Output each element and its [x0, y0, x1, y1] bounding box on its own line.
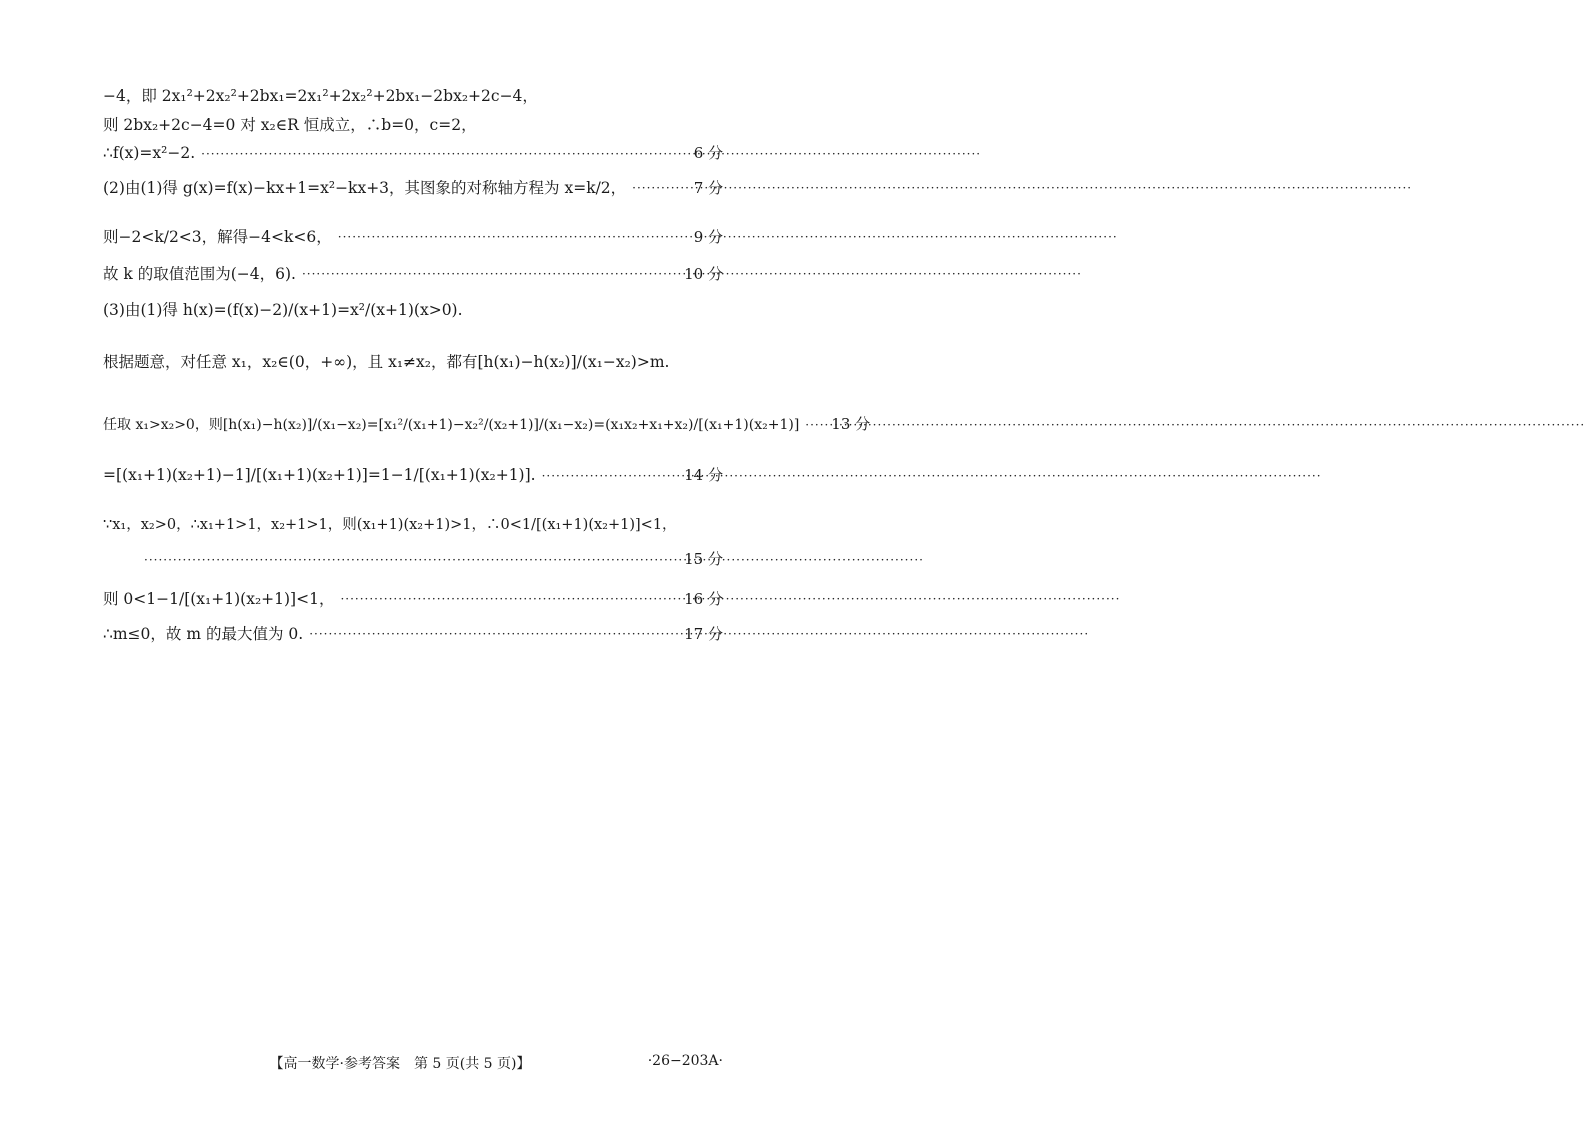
line-9 [103, 413, 871, 434]
line-6-text: 故 k 的取值范围为(−4，6). [103, 265, 296, 283]
line-11-text: ∵x₁，x₂>0，∴x₁+1>1，x₂+1>1，则(x₁+1)(x₂+1)>1，∴0<1/[(x₁+1)(x₂+1)]<1， [103, 517, 677, 533]
line-2-text: 则 2bx₂+2c−4=0 对 x₂∈R 恒成立，∴b=0，c=2， [103, 116, 477, 134]
leader-dots [805, 418, 825, 432]
leader-dots [632, 181, 688, 195]
line-3-text: ∴f(x)=x²−2. [103, 143, 196, 162]
score-13: 13 分 [831, 415, 871, 433]
line-8-text: 根据题意，对任意 x₁，x₂∈(0，+∞)，且 x₁≠x₂，都有[h(x₁)−h(x₂)]/(x₁−x₂)>m. [103, 353, 670, 371]
line-12 [138, 548, 723, 569]
score-17: 17 分 [684, 624, 723, 643]
page-footer [0, 1053, 800, 1077]
score-9: 9 分 [693, 227, 723, 246]
line-4-text: (2)由(1)得 g(x)=f(x)−kx+1=x²−kx+3，其图象的对称轴方程为 x=k/2， [103, 179, 627, 197]
line-11 [103, 513, 723, 534]
leader-dots [201, 147, 688, 161]
footer-code: ·26−203A· [647, 1053, 723, 1069]
line-8 [103, 350, 723, 372]
line-9-text: 任取 x₁>x₂>0，则[h(x₁)−h(x₂)]/(x₁−x₂)=[x₁²/(x₁+1)−x₂²/(x₂+1)]/(x₁−x₂)=(x₁x₂+x₁+x₂)/[(x₁+1)(x₂+1)] [103, 416, 800, 433]
line-7 [103, 298, 723, 320]
score-7: 7 分 [693, 178, 723, 197]
leader-dots [340, 592, 678, 606]
line-7-text: (3)由(1)得 h(x)=(f(x)−2)/(x+1)=x²/(x+1)(x>0). [103, 301, 463, 319]
line-1-text: −4，即 2x₁²+2x₂²+2bx₁=2x₁²+2x₂²+2bx₁−2bx₂+2c−4， [103, 87, 538, 105]
leader-dots [144, 553, 678, 567]
footer-title: 【高一数学·参考答案 第 5 页(共 5 页)】 [269, 1056, 531, 1072]
score-10: 10 分 [684, 264, 723, 283]
line-5 [103, 225, 723, 247]
line-10 [103, 464, 723, 485]
score-16: 16 分 [684, 589, 723, 608]
score-6: 6 分 [693, 144, 723, 162]
score-14: 14 分 [684, 466, 723, 484]
line-6 [103, 262, 723, 284]
line-2 [103, 113, 723, 135]
line-4 [103, 176, 723, 198]
leader-dots [302, 267, 678, 281]
line-10-text: =[(x₁+1)(x₂+1)−1]/[(x₁+1)(x₂+1)]=1−1/[(x₁+1)(x₂+1)]. [103, 465, 536, 484]
line-14-text: ∴m≤0，故 m 的最大值为 0. [103, 625, 304, 643]
leader-dots [542, 469, 679, 483]
line-13 [103, 587, 723, 609]
line-14 [103, 622, 723, 644]
line-1 [103, 84, 723, 106]
leader-dots [309, 627, 678, 641]
line-13-text: 则 0<1−1/[(x₁+1)(x₂+1)]<1， [103, 590, 335, 608]
line-5-text: 则−2<k/2<3，解得−4<k<6， [103, 228, 332, 246]
score-15: 15 分 [684, 550, 723, 568]
line-3 [103, 142, 723, 163]
leader-dots [338, 230, 688, 244]
